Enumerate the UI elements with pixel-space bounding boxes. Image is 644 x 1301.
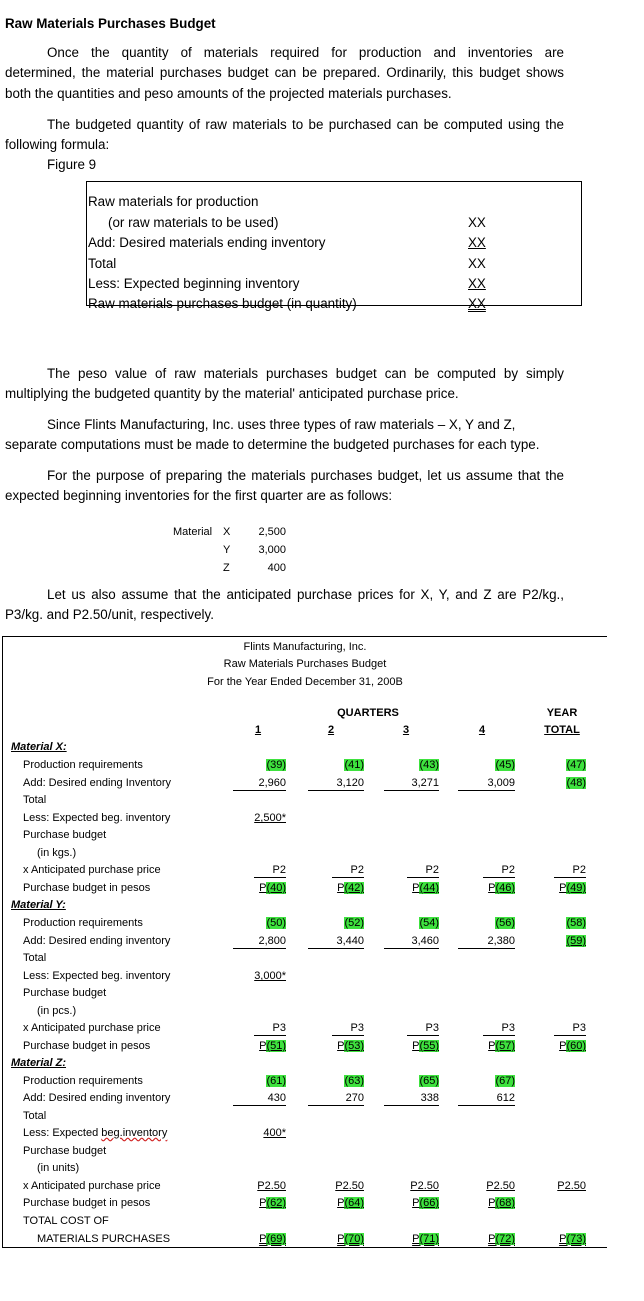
text-line: Let us also assume that the anticipated purchase prices for X, Y, and Z are P2/kg., — [47, 587, 564, 602]
text-line: For the purpose of preparing the materials purchases budget, let us assume that the — [47, 468, 564, 483]
answer-value[interactable]: (69) — [266, 1233, 286, 1245]
quarters-header: QUARTERS — [337, 707, 399, 719]
row-label-part: beg.inventory — [101, 1127, 168, 1139]
answer-cell — [559, 1233, 586, 1246]
peso-sign: P — [559, 1040, 567, 1052]
row-label: Total — [23, 952, 47, 964]
year-header: YEAR — [546, 707, 578, 719]
peso-sign: P — [488, 1233, 496, 1245]
table-cell: 3,271 — [384, 777, 439, 791]
answer-value[interactable]: (46) — [495, 882, 515, 894]
row-label: Add: Desired ending Inventory — [23, 777, 171, 789]
formula-value: XX — [468, 235, 486, 250]
table-period: For the Year Ended December 31, 200B — [207, 676, 403, 688]
row-label: Production requirements — [23, 917, 143, 929]
row-label: Production requirements — [23, 1075, 143, 1087]
row-label: Purchase budget — [23, 1145, 107, 1157]
row-label: Purchase budget — [23, 987, 107, 999]
table-cell: P2.50 — [557, 1180, 586, 1192]
peso-sign: P — [559, 882, 567, 894]
table-cell: 3,440 — [308, 935, 364, 949]
row-label: Less: Expected beg. inventory — [23, 970, 171, 982]
row-label: Purchase budget in pesos — [23, 1197, 151, 1209]
answer-value[interactable]: (53) — [344, 1040, 364, 1052]
answer-cell — [337, 882, 364, 895]
peso-sign: P — [488, 1040, 496, 1052]
answer-value[interactable]: (62) — [266, 1197, 286, 1209]
peso-sign: P — [337, 1233, 345, 1245]
inventory-code: Y — [223, 544, 231, 556]
answer-cell — [488, 1197, 515, 1210]
row-label: Total — [23, 794, 47, 806]
answer-value[interactable]: (55) — [419, 1040, 439, 1052]
answer-cell — [337, 1233, 364, 1246]
answer-cell — [488, 1233, 515, 1246]
answer-value[interactable]: (66) — [419, 1197, 439, 1209]
peso-sign: P — [259, 882, 267, 894]
answer-value[interactable]: (51) — [266, 1040, 286, 1052]
peso-sign: P — [259, 1197, 267, 1209]
peso-sign: P — [337, 1197, 345, 1209]
table-cell: P2.50 — [486, 1180, 515, 1192]
row-label: Less: Expected beg. inventory — [23, 812, 171, 824]
answer-cell[interactable]: (67) — [495, 1075, 515, 1087]
row-label — [23, 1127, 167, 1139]
inventory-qty: 3,000 — [258, 544, 286, 556]
table-company: Flints Manufacturing, Inc. — [243, 641, 367, 653]
section-material-x: Material X: — [11, 741, 67, 753]
row-label: Purchase budget in pesos — [23, 1040, 151, 1052]
text-line: Since Flints Manufacturing, Inc. uses three types of raw materials – X, Y and Z, — [47, 417, 516, 432]
table-cell: P2 — [332, 864, 364, 878]
inventory-qty: 400 — [267, 562, 286, 574]
row-label: x Anticipated purchase price — [23, 1022, 161, 1034]
text-line: multiplying the budgeted quantity by the material' anticipated purchase price. — [5, 386, 459, 401]
answer-cell — [412, 882, 439, 895]
answer-cell[interactable]: (45) — [495, 759, 515, 771]
answer-cell[interactable]: (58) — [566, 917, 586, 929]
answer-cell — [259, 882, 286, 895]
peso-sign: P — [559, 1233, 567, 1245]
answer-value[interactable]: (70) — [344, 1233, 364, 1245]
formula-label: (or raw materials to be used) — [108, 215, 279, 230]
answer-cell[interactable]: (41) — [344, 759, 364, 771]
answer-cell[interactable]: (47) — [566, 759, 586, 771]
quarter-3-header: 3 — [402, 724, 410, 736]
table-cell: 270 — [308, 1092, 364, 1106]
peso-sign: P — [337, 882, 345, 894]
answer-value[interactable]: (44) — [419, 882, 439, 894]
table-cell: P3 — [407, 1022, 439, 1036]
table-cell: 2,500* — [254, 812, 286, 824]
table-cell: P3 — [254, 1022, 286, 1036]
answer-cell[interactable]: (65) — [419, 1075, 439, 1087]
quarter-4-header: 4 — [478, 724, 486, 736]
table-name: Raw Materials Purchases Budget — [223, 658, 387, 670]
text-line: both the quantities and peso amounts of the projected materials purchases. — [5, 86, 452, 101]
peso-sign: P — [412, 1040, 420, 1052]
row-label: Purchase budget in pesos — [23, 882, 151, 894]
text-line: expected beginning inventories for the first quarter are as follows: — [5, 488, 393, 503]
peso-sign: P — [412, 882, 420, 894]
table-cell: 2,800 — [233, 935, 286, 949]
table-cell: 400* — [263, 1127, 286, 1139]
answer-cell — [559, 882, 586, 895]
inventory-qty: 2,500 — [258, 526, 286, 538]
quarter-1-header: 1 — [254, 724, 262, 736]
inventory-prefix: Material — [173, 526, 213, 538]
total-header: TOTAL — [544, 724, 580, 736]
table-cell: P2.50 — [410, 1180, 439, 1192]
answer-cell[interactable]: (50) — [266, 917, 286, 929]
answer-cell[interactable]: (63) — [344, 1075, 364, 1087]
table-cell: 3,120 — [308, 777, 364, 791]
peso-sign: P — [412, 1197, 420, 1209]
answer-value[interactable]: (64) — [344, 1197, 364, 1209]
answer-cell[interactable]: (48) — [566, 777, 586, 789]
text-line: following formula: — [5, 137, 110, 152]
formula-label: Raw materials purchases budget (in quantity) — [88, 296, 357, 311]
answer-cell[interactable]: (52) — [344, 917, 364, 929]
table-cell: P2.50 — [257, 1180, 286, 1192]
formula-label: Add: Desired materials ending inventory — [88, 235, 326, 250]
answer-cell — [259, 1233, 286, 1246]
table-cell: P2 — [254, 864, 286, 878]
table-cell: 2,960 — [233, 777, 286, 791]
peso-sign: P — [259, 1040, 267, 1052]
answer-value[interactable]: (57) — [495, 1040, 515, 1052]
text-line: separate computations must be made to determine the budgeted purchases for each type. — [5, 437, 540, 452]
answer-cell[interactable]: (43) — [419, 759, 439, 771]
answer-value[interactable]: (68) — [495, 1197, 515, 1209]
table-cell: P2.50 — [335, 1180, 364, 1192]
table-cell: 2,380 — [458, 935, 515, 949]
text-line: determined, the material purchases budget can be prepared. Ordinarily, this budget shows — [5, 65, 564, 80]
answer-cell — [259, 1197, 286, 1210]
answer-cell — [412, 1233, 439, 1246]
peso-sign: P — [488, 1197, 496, 1209]
table-cell: 3,000* — [254, 970, 286, 982]
row-label: (in pcs.) — [37, 1005, 77, 1017]
answer-cell — [488, 1040, 515, 1053]
row-label: Purchase budget — [23, 829, 107, 841]
text-line: The budgeted quantity of raw materials to be purchased can be computed using the — [47, 117, 564, 132]
answer-cell — [337, 1040, 364, 1053]
text-line: Once the quantity of materials required for production and inventories are — [47, 45, 564, 60]
answer-value[interactable]: (73) — [566, 1233, 586, 1245]
answer-value[interactable]: (60) — [566, 1040, 586, 1052]
page-title: Raw Materials Purchases Budget — [5, 16, 216, 31]
text-line: The peso value of raw materials purchases budget can be computed by simply — [47, 366, 564, 381]
formula-value: XX — [468, 276, 486, 291]
table-cell: P3 — [483, 1022, 515, 1036]
formula-label: Raw materials for production — [88, 194, 259, 209]
formula-label: Less: Expected beginning inventory — [88, 276, 300, 291]
row-label: Total — [23, 1110, 47, 1122]
formula-value: XX — [468, 296, 486, 311]
answer-cell[interactable]: (39) — [266, 759, 286, 771]
formula-value: XX — [468, 256, 486, 271]
row-label: x Anticipated purchase price — [23, 864, 161, 876]
answer-value[interactable]: (72) — [495, 1233, 515, 1245]
inventory-code: X — [223, 526, 231, 538]
answer-cell — [337, 1197, 364, 1210]
answer-cell[interactable]: (54) — [419, 917, 439, 929]
formula-value: XX — [468, 215, 486, 230]
answer-cell[interactable]: (61) — [266, 1075, 286, 1087]
table-cell: 338 — [384, 1092, 439, 1106]
row-label: Add: Desired ending inventory — [23, 1092, 171, 1104]
row-label: Production requirements — [23, 759, 143, 771]
table-cell: 3,460 — [384, 935, 439, 949]
answer-cell — [412, 1197, 439, 1210]
table-cell: 612 — [458, 1092, 515, 1106]
answer-value[interactable]: (42) — [344, 882, 364, 894]
answer-cell[interactable]: (56) — [495, 917, 515, 929]
table-cell: P2 — [407, 864, 439, 878]
peso-sign: P — [488, 882, 496, 894]
answer-value[interactable]: (40) — [266, 882, 286, 894]
formula-label: Total — [88, 256, 117, 271]
table-cell: P2 — [483, 864, 515, 878]
table-cell: P2 — [554, 864, 586, 878]
text-line: P3/kg. and P2.50/unit, respectively. — [5, 607, 214, 622]
table-cell: 3,009 — [458, 777, 515, 791]
peso-sign: P — [412, 1233, 420, 1245]
table-cell: P3 — [332, 1022, 364, 1036]
peso-sign: P — [259, 1233, 267, 1245]
section-material-z: Material Z: — [11, 1057, 67, 1069]
answer-cell — [488, 882, 515, 895]
section-material-y: Material Y: — [11, 899, 66, 911]
row-label: MATERIALS PURCHASES — [37, 1233, 171, 1245]
answer-cell — [259, 1040, 286, 1053]
inventory-code: Z — [223, 562, 230, 574]
answer-cell — [412, 1040, 439, 1053]
answer-cell[interactable]: (59) — [566, 935, 586, 947]
row-label: x Anticipated purchase price — [23, 1180, 161, 1192]
row-label-part: Less: Expected — [23, 1127, 102, 1139]
row-label: Add: Desired ending inventory — [23, 935, 171, 947]
answer-value[interactable]: (49) — [566, 882, 586, 894]
figure-label: Figure 9 — [47, 157, 97, 172]
row-label: (in kgs.) — [37, 847, 77, 859]
answer-cell — [559, 1040, 586, 1053]
peso-sign: P — [337, 1040, 345, 1052]
table-cell: P3 — [554, 1022, 586, 1036]
row-label: TOTAL COST OF — [23, 1215, 109, 1227]
answer-value[interactable]: (71) — [419, 1233, 439, 1245]
quarter-2-header: 2 — [327, 724, 335, 736]
row-label: (in units) — [37, 1162, 80, 1174]
table-cell: 430 — [233, 1092, 286, 1106]
